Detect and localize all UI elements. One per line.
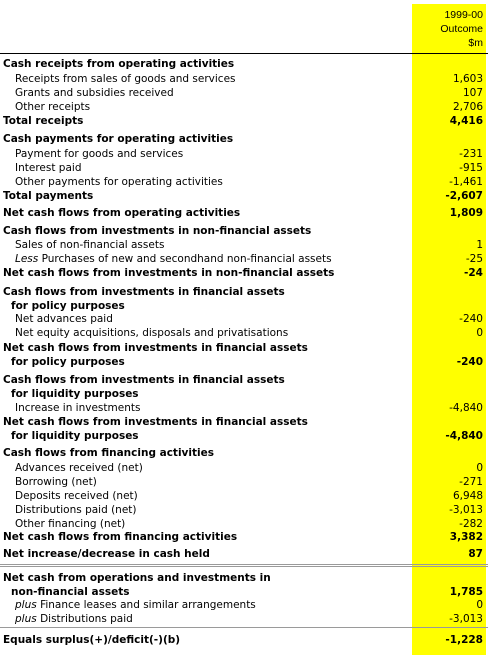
- row-value: -231: [459, 148, 483, 160]
- row-value: -3,013: [449, 504, 483, 516]
- row-text: for liquidity purposes: [11, 430, 139, 442]
- row-label: [15, 503, 137, 517]
- row-label: [15, 326, 288, 340]
- statement-row: [0, 189, 488, 203]
- statement-row: [0, 633, 488, 647]
- row-label: [15, 475, 97, 489]
- statement-row: [0, 252, 488, 266]
- row-value: 1,785: [449, 586, 483, 598]
- row-text: Interest paid: [15, 162, 82, 174]
- row-label: [11, 355, 125, 369]
- row-prefix: Less: [15, 253, 39, 265]
- statement-row: [0, 571, 488, 585]
- section-rule-2: [0, 566, 488, 567]
- row-label: [15, 161, 81, 175]
- row-text: Cash flows from investments in financial assets: [3, 286, 285, 298]
- statement-row: [0, 326, 488, 340]
- row-label: [11, 585, 129, 599]
- row-label: [15, 312, 113, 326]
- row-text: Other financing (net): [15, 518, 126, 530]
- row-value: -4,840: [449, 402, 483, 414]
- row-value: -282: [459, 518, 483, 530]
- statement-row: [0, 224, 488, 238]
- row-value: 0: [476, 462, 483, 474]
- row-prefix: plus: [15, 613, 37, 625]
- row-value: -240: [456, 356, 483, 368]
- row-label: [11, 387, 139, 401]
- row-text: for policy purposes: [11, 300, 125, 312]
- row-label: [15, 598, 256, 612]
- statement-row: [0, 114, 488, 128]
- row-label: [3, 189, 93, 203]
- row-label: [15, 252, 332, 266]
- row-text: Sales of non-financial assets: [15, 239, 165, 251]
- row-label: [3, 224, 311, 238]
- row-text: Distributions paid (net): [15, 504, 137, 516]
- statement-row: [0, 312, 488, 326]
- row-text: Finance leases and similar arrangements: [40, 599, 256, 611]
- row-text: for liquidity purposes: [11, 388, 139, 400]
- row-label: [15, 489, 138, 503]
- row-prefix: plus: [15, 599, 37, 611]
- row-text: Payment for goods and services: [15, 148, 184, 160]
- row-text: Cash flows from financing activities: [3, 447, 214, 459]
- statement-row: [0, 341, 488, 355]
- statement-row: [0, 86, 488, 100]
- row-text: Equals surplus(+)/deficit(-)(b): [3, 634, 181, 646]
- row-value: 87: [468, 548, 483, 560]
- row-value: 2,706: [452, 101, 483, 113]
- row-label: [3, 341, 308, 355]
- row-label: [11, 299, 125, 313]
- row-text: Cash receipts from operating activities: [3, 58, 235, 70]
- row-text: Receipts from sales of goods and services: [15, 73, 236, 85]
- header-rule: [0, 53, 488, 54]
- row-text: Net cash flows from financing activities: [3, 531, 238, 543]
- row-text: Net equity acquisitions, disposals and privatisations: [15, 327, 289, 339]
- row-label: [3, 57, 234, 71]
- row-label: [3, 530, 237, 544]
- row-text: Borrowing (net): [15, 476, 97, 488]
- statement-row: [0, 503, 488, 517]
- row-label: [15, 147, 183, 161]
- statement-row: [0, 530, 488, 544]
- row-value: 1,603: [452, 73, 483, 85]
- row-value: 3,382: [449, 531, 483, 543]
- statement-row: [0, 100, 488, 114]
- statement-row: [0, 612, 488, 626]
- statement-row: [0, 489, 488, 503]
- row-text: Distributions paid: [40, 613, 133, 625]
- statement-row: [0, 147, 488, 161]
- row-label: [15, 72, 236, 86]
- statement-row: [0, 429, 488, 443]
- row-text: Advances received (net): [15, 462, 143, 474]
- statement-row: [0, 175, 488, 189]
- header-unit: $m: [468, 37, 483, 49]
- statement-row: [0, 132, 488, 146]
- statement-row: [0, 585, 488, 599]
- statement-row: [0, 161, 488, 175]
- row-text: Net advances paid: [15, 313, 113, 325]
- statement-row: [0, 401, 488, 415]
- row-value: -24: [464, 267, 483, 279]
- row-text: Deposits received (net): [15, 490, 138, 502]
- row-label: [3, 373, 285, 387]
- row-text: Purchases of new and secondhand non-financial assets: [41, 253, 332, 265]
- row-text: Net cash flows from investments in non-financial assets: [3, 267, 335, 279]
- row-text: Net cash from operations and investments in: [3, 572, 271, 584]
- row-label: [15, 86, 174, 100]
- row-value: -25: [465, 253, 483, 265]
- row-value: -271: [459, 476, 483, 488]
- statement-row: [0, 206, 488, 220]
- row-label: [15, 100, 90, 114]
- row-text: Net increase/decrease in cash held: [3, 548, 210, 560]
- statement-row: [0, 547, 488, 561]
- statement-row: [0, 461, 488, 475]
- row-value: -240: [459, 313, 483, 325]
- row-label: [15, 517, 125, 531]
- statement-row: [0, 415, 488, 429]
- row-label: [15, 238, 164, 252]
- row-label: [11, 429, 139, 443]
- row-label: [15, 175, 223, 189]
- row-value: -1,461: [449, 176, 483, 188]
- statement-row: [0, 446, 488, 460]
- row-text: Cash payments for operating activities: [3, 133, 234, 145]
- row-value: 6,948: [452, 490, 483, 502]
- row-text: Net cash flows from investments in financial assets: [3, 342, 308, 354]
- section-rule: [0, 564, 488, 565]
- row-text: Other payments for operating activities: [15, 176, 223, 188]
- header-type: Outcome: [440, 23, 483, 35]
- row-text: Net cash flows from operating activities: [3, 207, 241, 219]
- statement-row: [0, 299, 488, 313]
- statement-row: [0, 238, 488, 252]
- row-label: [3, 132, 233, 146]
- row-text: Grants and subsidies received: [15, 87, 174, 99]
- row-label: [3, 206, 240, 220]
- row-text: non-financial assets: [11, 586, 130, 598]
- row-label: [3, 547, 210, 561]
- row-value: 0: [476, 599, 483, 611]
- statement-row: [0, 598, 488, 612]
- row-label: [15, 612, 133, 626]
- row-label: [15, 401, 140, 415]
- row-text: Cash flows from investments in non-financial assets: [3, 225, 312, 237]
- row-value: -2,607: [445, 190, 483, 202]
- row-value: -3,013: [449, 613, 483, 625]
- statement-row: [0, 285, 488, 299]
- row-text: Cash flows from investments in financial assets: [3, 374, 285, 386]
- statement-row: [0, 517, 488, 531]
- statement-row: [0, 387, 488, 401]
- statement-row: [0, 355, 488, 369]
- row-value: 1,809: [449, 207, 483, 219]
- row-text: Net cash flows from investments in financial assets: [3, 416, 308, 428]
- statement-row: [0, 72, 488, 86]
- row-label: [15, 461, 143, 475]
- row-value: 0: [476, 327, 483, 339]
- statement-row: [0, 475, 488, 489]
- row-value: 107: [462, 87, 483, 99]
- row-text: Total receipts: [3, 115, 84, 127]
- row-label: [3, 446, 214, 460]
- statement-row: [0, 373, 488, 387]
- row-value: 1: [476, 239, 483, 251]
- row-label: [3, 415, 308, 429]
- row-label: [3, 285, 285, 299]
- row-value: -1,228: [445, 634, 483, 646]
- statement-row: [0, 266, 488, 280]
- statement-row: [0, 57, 488, 71]
- row-value: -4,840: [445, 430, 483, 442]
- row-text: for policy purposes: [11, 356, 125, 368]
- row-value: -915: [459, 162, 483, 174]
- row-label: [3, 266, 334, 280]
- row-text: Other receipts: [15, 101, 91, 113]
- row-text: Increase in investments: [15, 402, 141, 414]
- footer-rule: [0, 627, 488, 628]
- row-text: Total payments: [3, 190, 94, 202]
- row-value: 4,416: [449, 115, 483, 127]
- row-label: [3, 571, 271, 585]
- row-label: [3, 114, 83, 128]
- row-label: [3, 633, 180, 647]
- header-year: 1999-00: [444, 9, 483, 21]
